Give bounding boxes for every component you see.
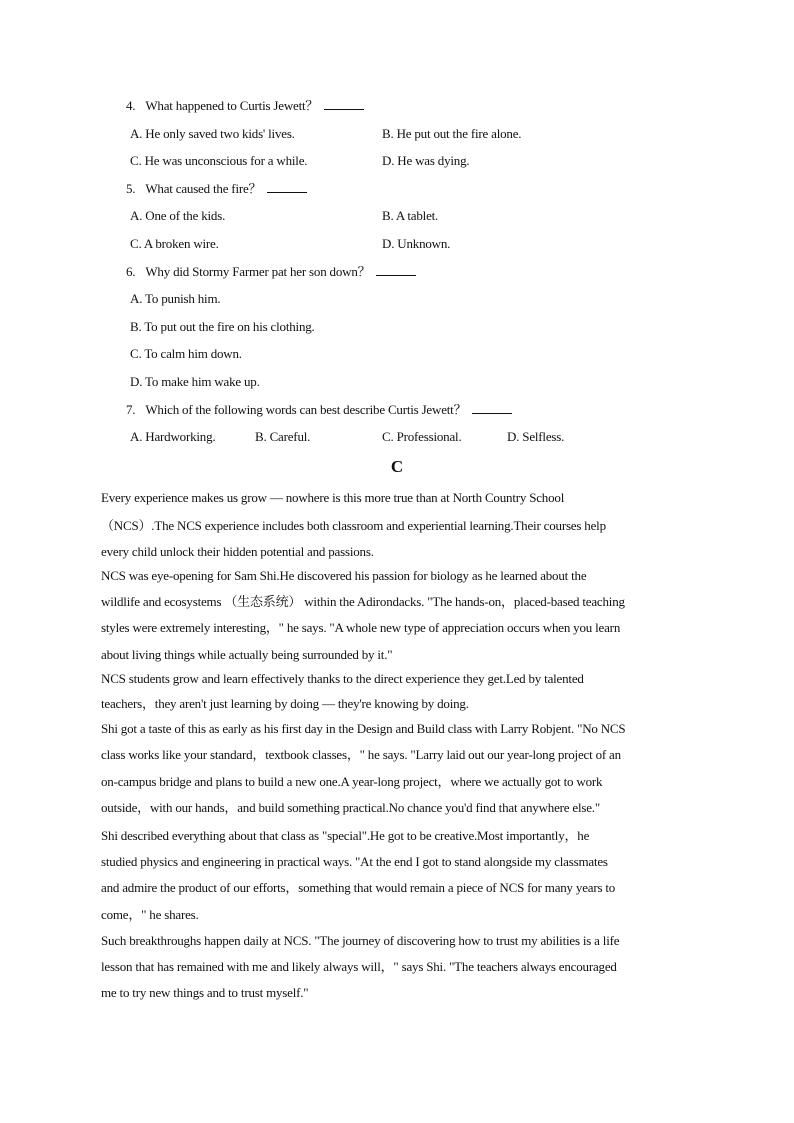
passage-line: Shi got a taste of this as early as his first day in the Design and Build class with Larry Robjent. "No NCS xyxy=(101,721,626,736)
passage-line: （NCS）.The NCS experience includes both classroom and experiential learning.Their courses help xyxy=(101,518,606,533)
answer-option: C. A broken wire. xyxy=(130,236,219,251)
question-stem xyxy=(126,181,307,197)
passage-line: outside，with our hands，and build something practical.No chance you'd find that anywhere else." xyxy=(101,800,600,815)
passage-line: Such breakthroughs happen daily at NCS. "The journey of discovering how to trust my abilities is a life xyxy=(101,933,620,948)
passage-line: about living things while actually being surrounded by it." xyxy=(101,647,393,662)
question-text: Why did Stormy Farmer pat her son down？ xyxy=(145,264,371,279)
answer-blank xyxy=(376,264,416,276)
passage-line: studied physics and engineering in practical ways. "At the end I got to stand alongside my classmates xyxy=(101,854,608,869)
answer-option: B. To put out the fire on his clothing. xyxy=(130,319,315,334)
passage-line: teachers，they aren't just learning by doing — they're knowing by doing. xyxy=(101,696,469,711)
passage-line: Every experience makes us grow — nowhere is this more true than at North Country School xyxy=(101,490,565,505)
question-number: 5. xyxy=(126,181,136,196)
answer-blank xyxy=(267,181,307,193)
answer-option: C. Professional. xyxy=(382,429,462,444)
question-stem xyxy=(126,402,512,418)
section-title: C xyxy=(390,457,404,476)
question-text: What caused the fire？ xyxy=(145,181,262,196)
answer-option: B. A tablet. xyxy=(382,208,439,223)
passage-line: NCS was eye-opening for Sam Shi.He discovered his passion for biology as he learned about the xyxy=(101,568,587,583)
passage-line: every child unlock their hidden potential and passions. xyxy=(101,544,374,559)
answer-option: A. To punish him. xyxy=(130,291,221,306)
passage-line: come，" he shares. xyxy=(101,907,199,922)
question-number: 6. xyxy=(126,264,136,279)
answer-option: A. Hardworking. xyxy=(130,429,216,444)
question-text: What happened to Curtis Jewett？ xyxy=(145,98,319,113)
answer-option: A. One of the kids. xyxy=(130,208,226,223)
passage-line: and admire the product of our efforts，something that would remain a piece of NCS for many years to xyxy=(101,880,616,895)
answer-option: C. To calm him down. xyxy=(130,346,242,361)
answer-option: D. He was dying. xyxy=(382,153,470,168)
question-stem xyxy=(126,264,416,280)
answer-blank xyxy=(324,98,364,110)
answer-option: A. He only saved two kids' lives. xyxy=(130,126,295,141)
passage-line: lesson that has remained with me and likely always will，" says Shi. "The teachers always encouraged xyxy=(101,959,617,974)
answer-option: C. He was unconscious for a while. xyxy=(130,153,308,168)
question-number: 7. xyxy=(126,402,136,417)
answer-option: D. Selfless. xyxy=(507,429,565,444)
passage-line: on-campus bridge and plans to build a new one.A year-long project，where we actually got to work xyxy=(101,774,603,789)
answer-option: D. To make him wake up. xyxy=(130,374,260,389)
answer-option: D. Unknown. xyxy=(382,236,451,251)
passage-line: Shi described everything about that class as "special".He got to be creative.Most importantly，he xyxy=(101,828,590,843)
question-text: Which of the following words can best describe Curtis Jewett？ xyxy=(145,402,467,417)
answer-option: B. Careful. xyxy=(255,429,311,444)
question-stem xyxy=(126,98,364,114)
passage-line: wildlife and ecosystems （生态系统） within the Adirondacks. "The hands-on，placed-based teaching xyxy=(101,594,625,609)
answer-blank xyxy=(472,402,512,414)
passage-line: class works like your standard，textbook classes，" he says. "Larry laid out our year-long project of an xyxy=(101,747,621,762)
passage-line: NCS students grow and learn effectively thanks to the direct experience they get.Led by talented xyxy=(101,671,584,686)
answer-option: B. He put out the fire alone. xyxy=(382,126,522,141)
question-number: 4. xyxy=(126,98,136,113)
passage-line: me to try new things and to trust myself." xyxy=(101,985,309,1000)
passage-line: styles were extremely interesting，" he says. "A whole new type of appreciation occurs when you learn xyxy=(101,620,621,635)
